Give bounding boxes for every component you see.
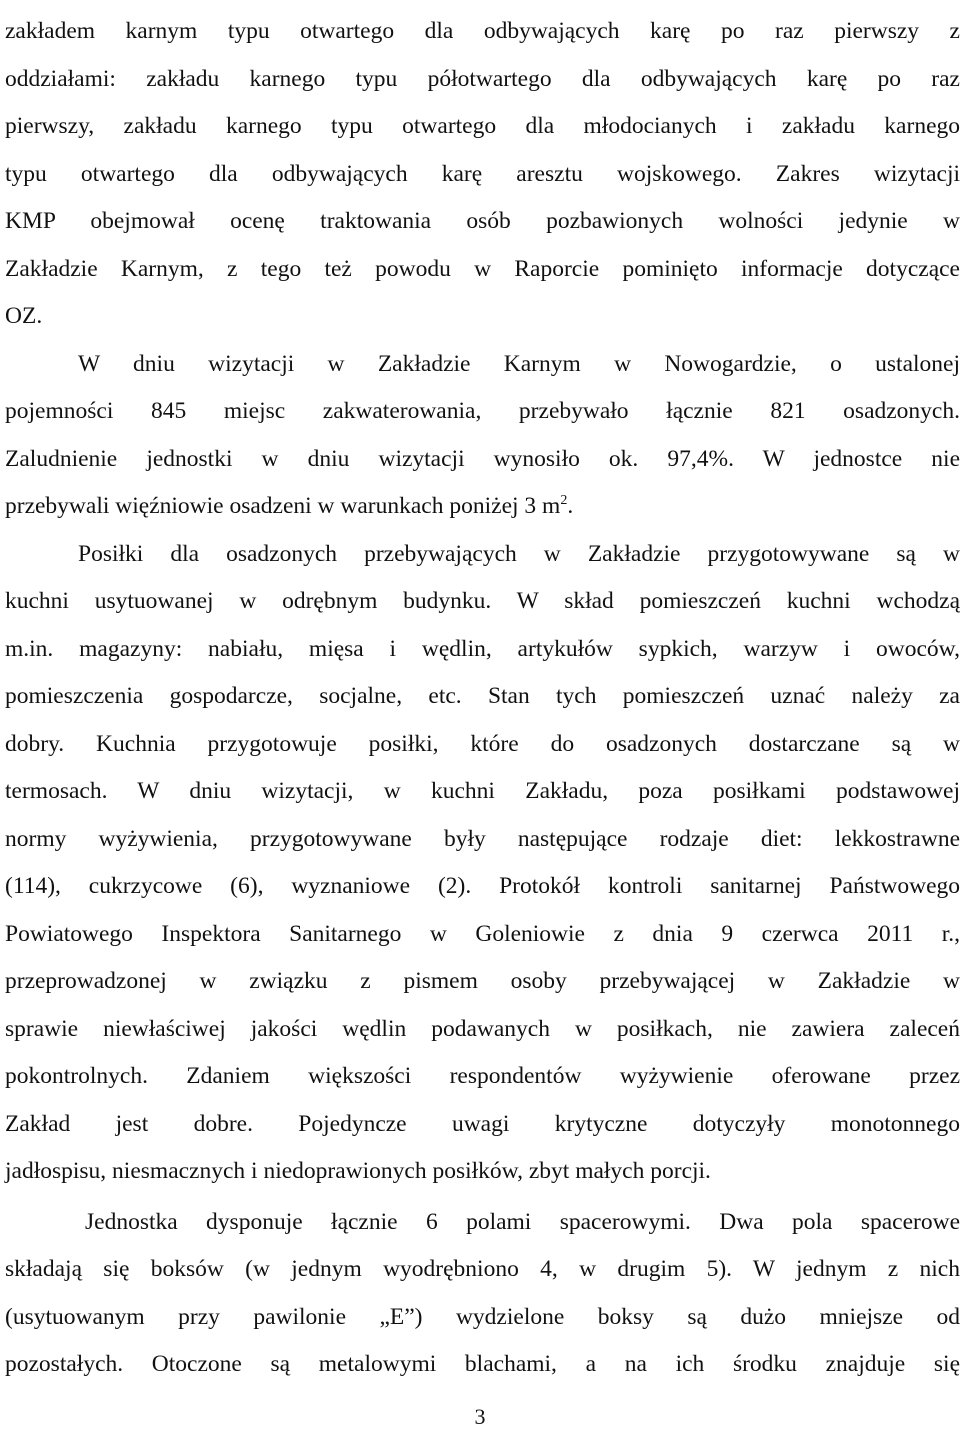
text-line: (114), cukrzycowe (6), wyznaniowe (2). Protokół kontroli sanitarnej Państwowego	[5, 873, 960, 899]
text-line: sprawie niewłaściwej jakości wędlin podawanych w posiłkach, nie zawiera zaleceń	[5, 1015, 960, 1042]
paragraph-occupancy	[5, 341, 960, 531]
paragraph-kitchen	[5, 531, 960, 1196]
text-line: pokontrolnych. Zdaniem większości respondentów wyżywienie oferowane przez	[5, 1063, 960, 1089]
text-line: termosach. W dniu wizytacji, w kuchni Zakładu, poza posiłkami podstawowej	[5, 778, 960, 804]
paragraph-exercise-yards	[5, 1199, 960, 1389]
text-line: oddziałami: zakładu karnego typu półotwartego dla odbywających karę po raz	[5, 65, 960, 92]
document-page	[5, 8, 960, 1389]
text-line: Powiatowego Inspektora Sanitarnego w Goleniowie z dnia 9 czerwca 2011 r.,	[5, 920, 960, 947]
text-fragment: przebywali więźniowie osadzeni w warunkach poniżej 3 m	[5, 493, 561, 519]
text-line-with-superscript	[5, 483, 960, 531]
text-line: zakładem karnym typu otwartego dla odbywających karę po raz pierwszy z	[5, 18, 960, 44]
superscript: 2	[560, 493, 568, 508]
text-line: pozostałych. Otoczone są metalowymi blachami, a na ich środku znajduje się	[5, 1351, 960, 1377]
text-line: normy wyżywienia, przygotowywane były następujące rodzaje diet: lekkostrawne	[5, 825, 960, 852]
paragraph-prison-types	[5, 8, 960, 341]
text-line: dobry. Kuchnia przygotowuje posiłki, które do osadzonych dostarczane są w	[5, 730, 960, 757]
text-line: pomieszczenia gospodarcze, socjalne, etc. Stan tych pomieszczeń uznać należy za	[5, 683, 960, 709]
text-line: W dniu wizytacji w Zakładzie Karnym w Nowogardzie, o ustalonej	[78, 350, 960, 377]
text-line: pojemności 845 miejsc zakwaterowania, przebywało łącznie 821 osadzonych.	[5, 398, 960, 424]
text-line: m.in. magazyny: nabiału, mięsa i wędlin, artykułów sypkich, warzyw i owoców,	[5, 635, 960, 662]
text-line: jadłospisu, niesmacznych i niedoprawionych posiłków, zbyt małych porcji.	[5, 1158, 711, 1184]
text-line: Jednostka dysponuje łącznie 6 polami spacerowymi. Dwa pola spacerowe	[85, 1208, 960, 1235]
text-line: (usytuowanym przy pawilonie „E”) wydzielone boksy są dużo mniejsze od	[5, 1303, 960, 1330]
text-line: Zaludnienie jednostki w dniu wizytacji wynosiło ok. 97,4%. W jednostce nie	[5, 445, 960, 472]
text-line: Zakładzie Karnym, z tego też powodu w Raporcie pominięto informacje dotyczące	[5, 255, 960, 282]
text-line: typu otwartego dla odbywających karę aresztu wojskowego. Zakres wizytacji	[5, 160, 960, 187]
text-line: Zakład jest dobre. Pojedyncze uwagi krytyczne dotyczyły monotonnego	[5, 1110, 960, 1137]
text-line: przeprowadzonej w związku z pismem osoby przebywającej w Zakładzie w	[5, 968, 960, 994]
text-line: składają się boksów (w jednym wyodrębniono 4, w drugim 5). W jednym z nich	[5, 1256, 960, 1282]
text-line: OZ.	[5, 303, 43, 329]
text-line: Posiłki dla osadzonych przebywających w Zakładzie przygotowywane są w	[78, 540, 960, 567]
text-fragment: .	[567, 493, 574, 519]
text-line: pierwszy, zakładu karnego typu otwartego dla młodocianych i zakładu karnego	[5, 113, 960, 139]
text-line: kuchni usytuowanej w odrębnym budynku. W skład pomieszczeń kuchni wchodzą	[5, 588, 960, 614]
page-number: 3	[474, 1404, 486, 1429]
text-line: KMP obejmował ocenę traktowania osób pozbawionych wolności jedynie w	[5, 208, 960, 234]
